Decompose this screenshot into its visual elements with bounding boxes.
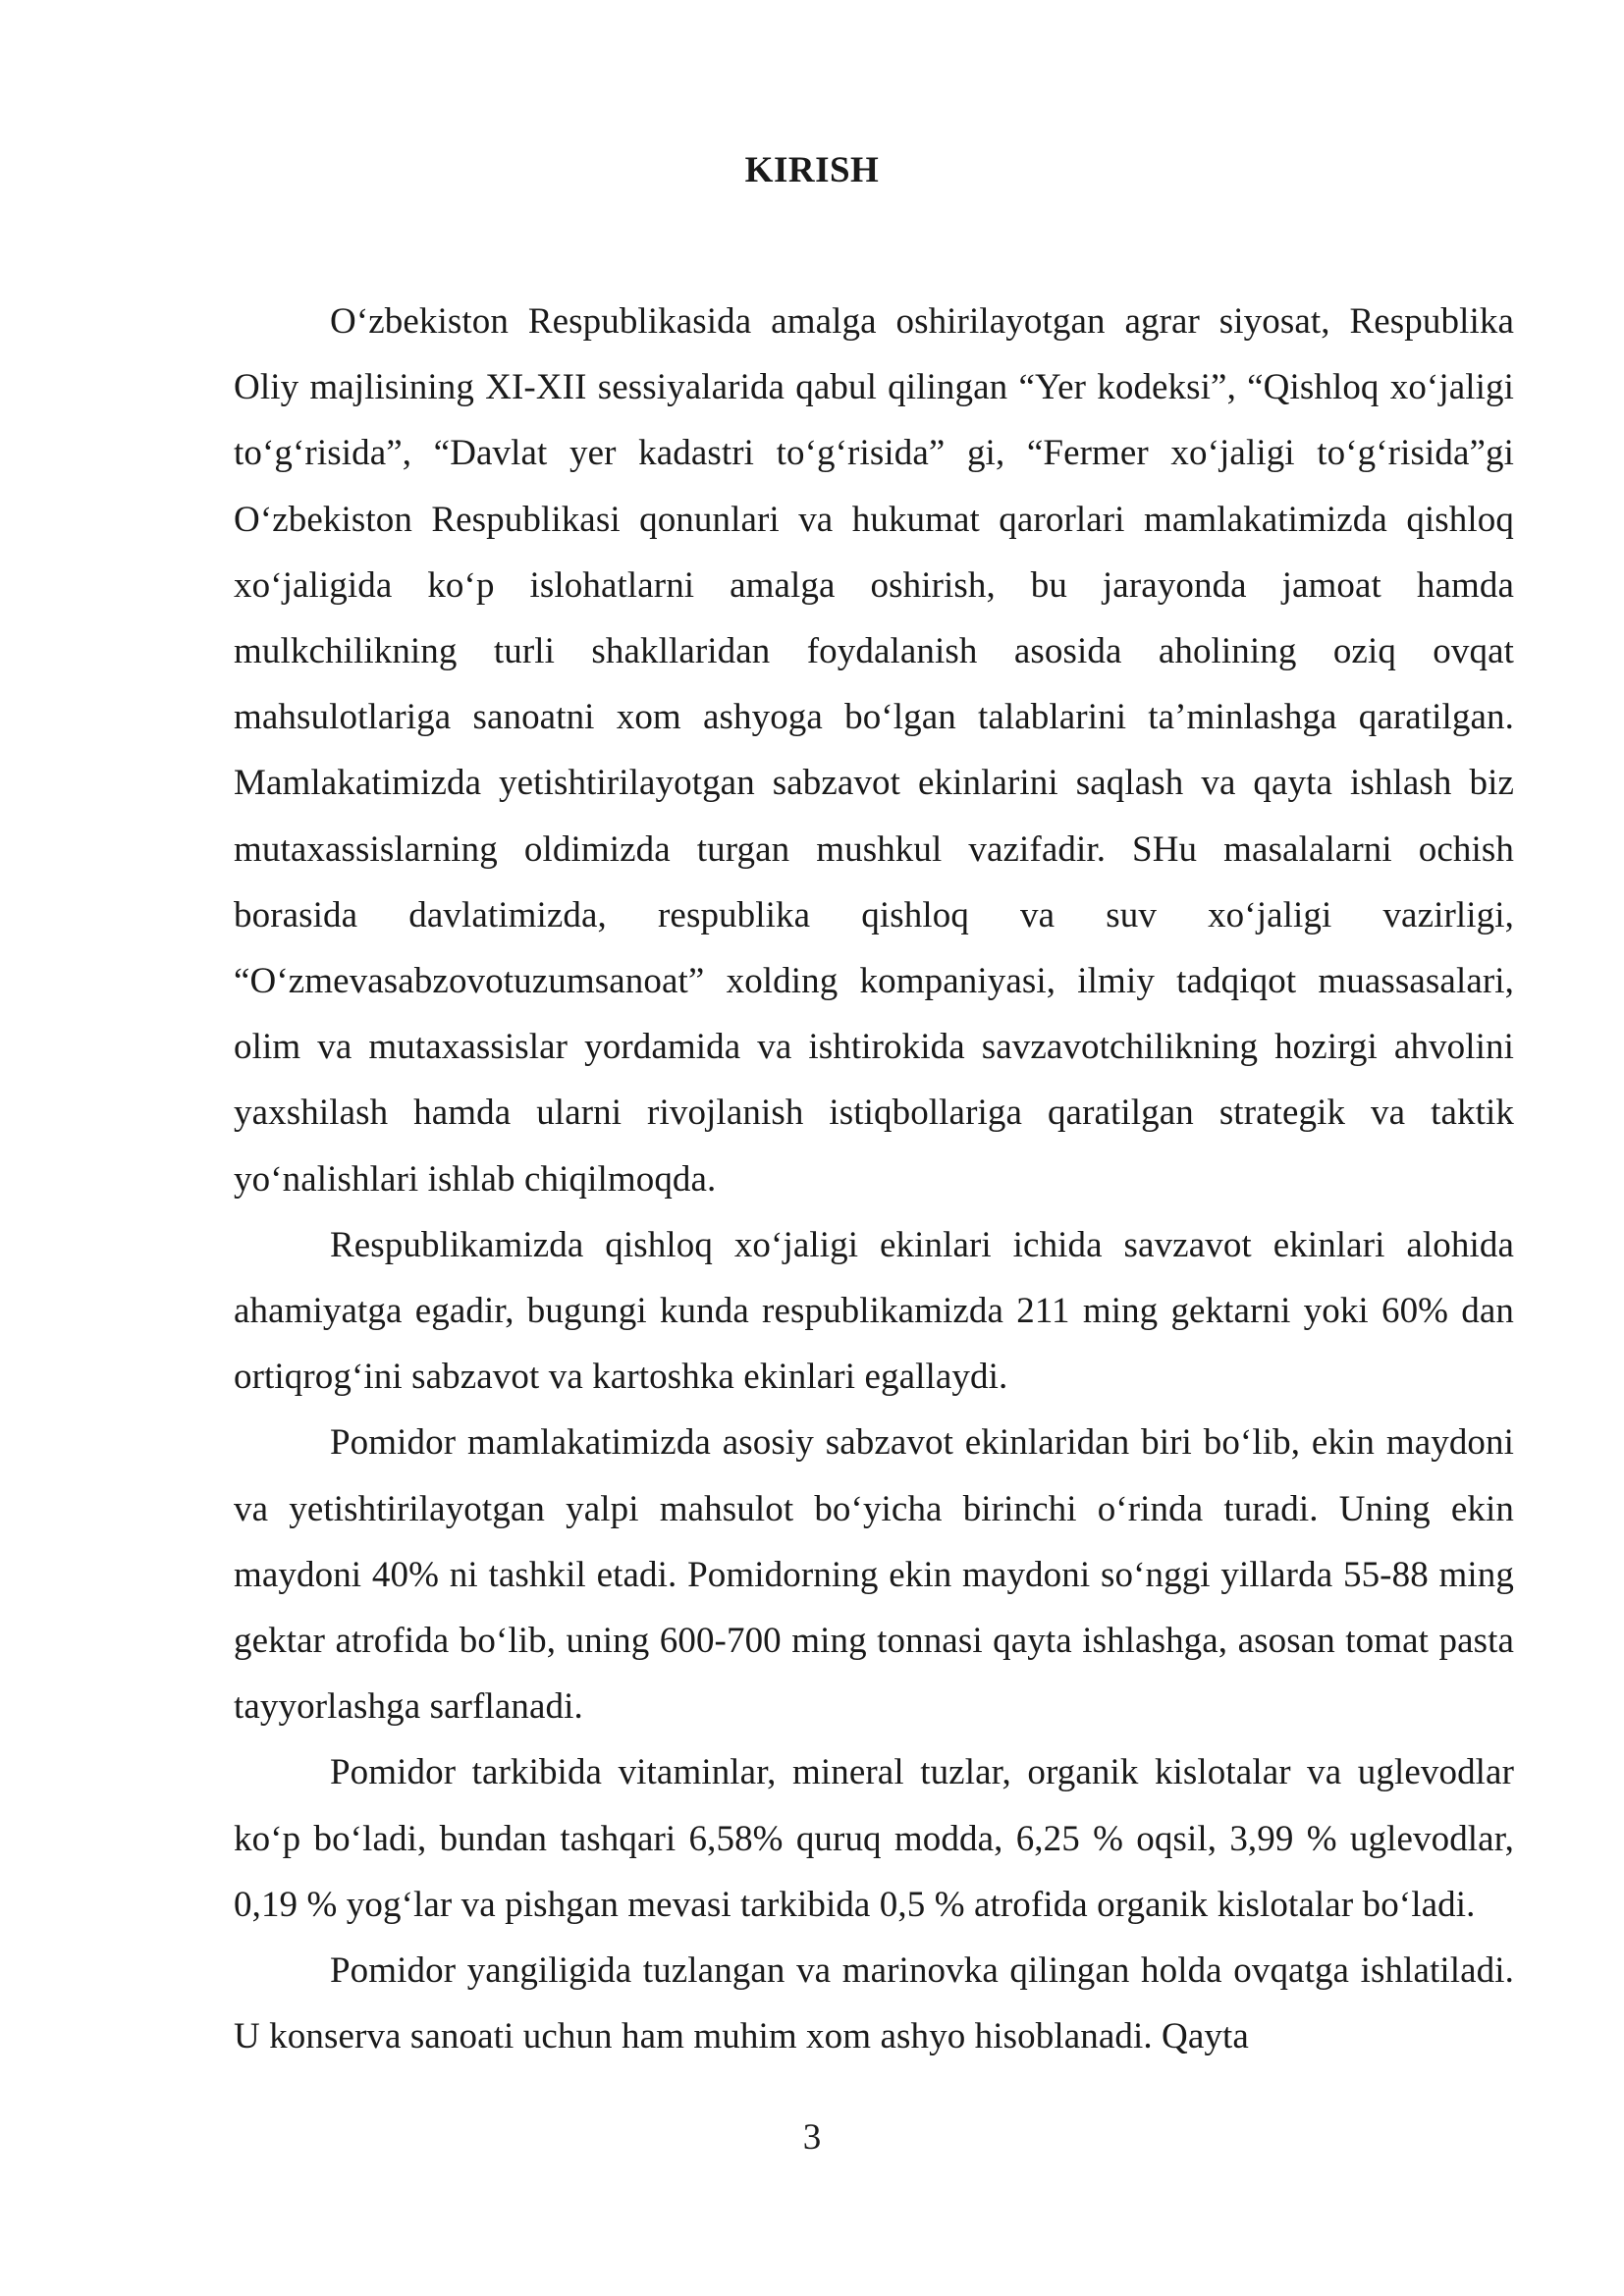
paragraph-1: O‘zbekiston Respublikasida amalga oshirilayotgan agrar siyosat, Respublika Oliy majlisining XI-XII sessiyalarida qabul qilingan “Yer kodeksi”, “Qishloq xo‘jaligi to‘g‘risida”, “Davlat yer kadastri to‘g‘risida” gi, “Fermer xo‘jaligi to‘g‘risida”gi O‘zbekiston Respublikasi qonunlari va hukumat qarorlari mamlakatimizda qishloq xo‘jaligida ko‘p islohatlarni amalga oshirish, bu jarayonda jamoat hamda mulkchilikning turli shakllaridan foydalanish asosida aholining oziq ovqat mahsulotlariga sanoatni xom ashyoga bo‘lgan talablarini ta’minlashga qaratilgan. Mamlakatimizda yetishtirilayotgan sabzavot ekinlarini saqlash va qayta ishlash biz mutaxassislarning oldimizda turgan mushkul vazifadir. SHu masalalarni ochish borasida davlatimizda, respublika qishloq va suv xo‘jaligi vazirligi, “O‘zmevasabzovotuzumsanoat” xolding kompaniyasi, ilmiy tadqiqot muassasalari, olim va mutaxassislar yordamida va ishtirokida savzavotchilikning hozirgi ahvolini yaxshilash hamda ularni rivojlanish istiqbollariga qaratilgan strategik va taktik yo‘nalishlari ishlab chiqilmoqda. [234, 301, 1514, 1200]
paragraph-4: Pomidor tarkibida vitaminlar, mineral tuzlar, organik kislotalar va uglevodlar ko‘p bo‘ladi, bundan tashqari 6,58% quruq modda, 6,25 % oqsil, 3,99 % uglevodlar, 0,19 % yog‘lar va pishgan mevasi tarkibida 0,5 % atrofida organik kislotalar bo‘ladi. [234, 1752, 1514, 1925]
paragraph-5: Pomidor yangiligida tuzlangan va marinovka qilingan holda ovqatga ishlatiladi. U konserva sanoati uchun ham muhim xom ashyo hisoblanadi. Qayta [234, 1950, 1514, 2057]
page-number: 3 [802, 2117, 822, 2158]
page-heading: KIRISH [744, 150, 880, 190]
paragraph-2: Respublikamizda qishloq xo‘jaligi ekinlari ichida savzavot ekinlari alohida ahamiyatga egadir, bugungi kunda respublikamizda 211 ming gektarni yoki 60% dan ortiqrog‘ini sabzavot va kartoshka ekinlari egallaydi. [234, 1224, 1514, 1398]
paragraph-3: Pomidor mamlakatimizda asosiy sabzavot ekinlaridan biri bo‘lib, ekin maydoni va yetishtirilayotgan yalpi mahsulot bo‘yicha birinchi o‘rinda turadi. Uning ekin maydoni 40% ni tashkil etadi. Pomidorning ekin maydoni so‘nggi yillarda 55-88 ming gektar atrofida bo‘lib, uning 600-700 ming tonnasi qayta ishlashga, asosan tomat pasta tayyorlashga sarflanadi. [234, 1422, 1514, 1728]
document-body [234, 289, 1514, 2069]
